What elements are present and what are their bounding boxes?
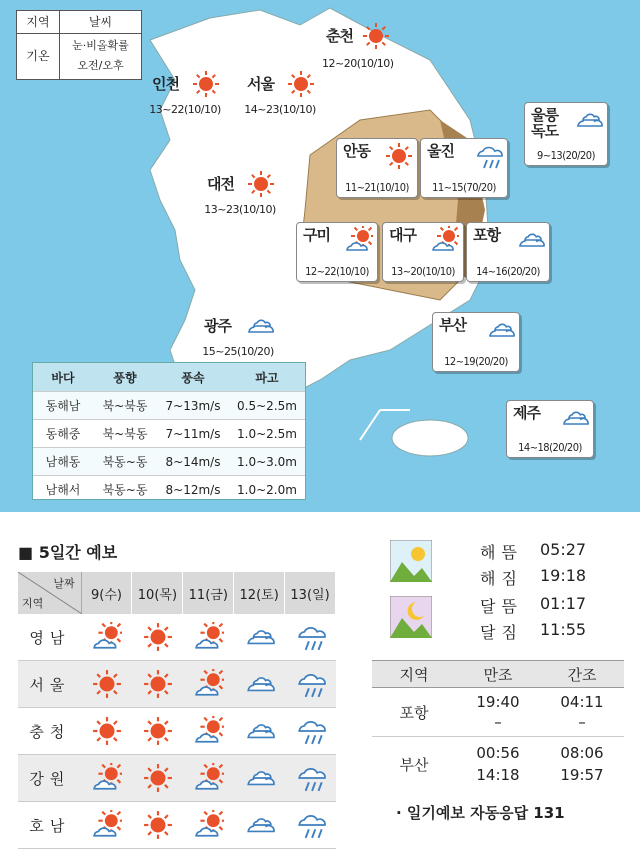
sea-row [33,419,305,447]
tide-row [372,688,624,737]
city-11 [432,312,520,372]
city-name: 울릉 독도 [531,106,558,140]
astro-label: 해뜸 [480,543,523,562]
day-header: 11(금) [183,572,234,614]
sea-cell: 북~북동 [102,427,148,441]
phone-service-note: · 일기예보 자동응답 131 [396,804,565,822]
sun-icon [192,70,220,102]
sea-cell: 북동~동 [102,455,148,469]
city-4 [336,138,418,198]
city-name: 인천 [152,75,179,93]
sun-icon [287,70,315,102]
cloud-icon [487,316,515,348]
city-9 [466,222,550,282]
corner-date: 날짜 [53,577,75,590]
moon-icon [390,596,432,638]
forecast-row [18,708,336,755]
city-8 [382,222,464,282]
city-6 [203,170,277,218]
sea-cell: 8~14m/s [165,454,221,469]
rain-prob: (10/10) [422,265,455,278]
sunrise-icon [390,540,432,582]
tide-col-low: 간조 [567,665,597,684]
city-name: 대전 [207,175,234,193]
sea-cell: 0.5~2.5m [237,398,297,413]
sea-cell: 남해동 [45,455,81,469]
sun-cloud-icon [183,810,234,840]
sun-cloud-icon [431,226,459,258]
tide-table [372,660,624,791]
temp-range: 14~16 [476,265,508,278]
sea-cell: 동해중 [45,427,81,441]
square-bullet-icon: ■ [18,543,39,562]
forecast-region: 영남 [29,628,71,647]
forecast-region: 호남 [29,816,71,835]
rain-prob: (20/20) [562,149,595,162]
temp-range: 9~13 [537,149,563,162]
city-name: 춘천 [326,27,353,45]
astro-label: 달뜸 [480,597,523,616]
sea-row [33,475,305,503]
rain-cloud-icon [285,622,336,652]
sea-cell: 북동~동 [102,483,148,497]
rain-prob: (20/20) [507,265,540,278]
tide-low: 19:57 [560,766,604,784]
tide-place: 부산 [399,755,429,774]
cloud-icon [234,810,285,840]
city-name: 안동 [343,142,370,160]
temp-range: 12~20 [322,57,357,70]
tide-col-high: 만조 [483,665,513,684]
forecast-header [18,572,336,614]
day-header: 13(일) [285,572,336,614]
city-temp [421,181,507,194]
sun-icon [133,763,184,793]
astro-time: 01:17 [540,594,587,613]
sea-cell: 7~13m/s [165,398,221,413]
city-temp [337,181,417,194]
city-name: 부산 [439,316,466,334]
sun-icon [133,669,184,699]
tide-high: 00:56 [476,744,520,762]
rain-prob: (10/10) [238,203,276,216]
temp-range: 11~15 [432,181,464,194]
temp-range: 14~23 [244,103,279,116]
sea-cell: 북~북동 [102,399,148,413]
tide-high: – [494,713,502,731]
cloud-icon [517,226,545,258]
day-header: 12(토) [234,572,285,614]
city-temp [467,265,549,278]
sea-cell: 1.0~2.5m [237,426,297,441]
city-2 [243,70,317,118]
sea-cell: 8~12m/s [165,482,221,497]
city-temp [297,265,377,278]
astro-time: 19:18 [540,566,587,585]
sun-icon [385,142,413,174]
forecast-row [18,661,336,708]
city-name: 포항 [473,226,500,244]
city-temp [525,149,607,162]
sea-row [33,391,305,419]
sun-icon [133,622,184,652]
sun-cloud-icon [82,622,133,652]
forecast-region: 충청 [29,722,71,741]
sea-col-wave: 파고 [255,370,279,385]
city-temp [322,57,392,70]
legend-region: 지역 [17,11,60,33]
sea-row [33,447,305,475]
sea-cell: 7~11m/s [165,426,221,441]
temp-range: 14~18 [518,441,550,454]
map-legend [16,10,142,80]
city-12 [506,400,594,458]
corner-region: 지역 [22,597,44,610]
rain-prob: (10/10) [336,265,369,278]
forecast-title [18,540,117,563]
city-name: 광주 [204,317,231,335]
sun-cloud-icon [82,810,133,840]
cloud-icon [575,106,603,138]
sunset-row [480,566,630,589]
city-0 [322,22,392,72]
rain-prob: (20/20) [475,355,508,368]
city-temp [243,103,317,116]
city-name: 구미 [303,226,330,244]
sun-icon [133,810,184,840]
sun-cloud-icon [183,669,234,699]
rain-cloud-icon [475,142,503,174]
moonset-row [480,620,630,643]
city-name: 서울 [247,75,274,93]
forecast-region: 강원 [29,769,71,788]
forecast-row [18,755,336,802]
tide-place: 포항 [399,703,429,722]
tide-header [372,660,624,688]
city-temp [203,203,277,216]
sun-icon [82,669,133,699]
rain-prob: (10/10) [356,57,394,70]
cloud-icon [234,622,285,652]
astro-label: 달짐 [480,623,523,642]
city-temp [148,103,222,116]
temp-range: 13~23 [204,203,239,216]
rain-prob: (10/20) [236,345,274,358]
temp-range: 11~21 [345,181,377,194]
tide-high: 14:18 [476,766,520,784]
sun-cloud-icon [183,622,234,652]
city-name: 대구 [389,226,416,244]
legend-weather: 날씨 [88,15,113,29]
rain-prob: (20/20) [549,441,582,454]
sun-icon [82,716,133,746]
forecast-corner [18,572,82,614]
sun-cloud-icon [345,226,373,258]
moonrise-row [480,594,630,617]
rain-prob: (10/10) [183,103,221,116]
temp-range: 13~22 [149,103,184,116]
tide-low: – [578,713,586,731]
temp-range: 12~22 [305,265,337,278]
sea-table [32,362,306,500]
legend-prob: 눈·비올확률 [72,39,129,52]
city-7 [296,222,378,282]
forecast-row [18,802,336,849]
sea-col-direction: 풍향 [113,370,137,385]
legend-temp: 기온 [17,33,60,79]
sea-cell: 남해서 [45,483,81,497]
temp-range: 13~20 [391,265,423,278]
cloud-icon [246,312,274,344]
astro-time: 05:27 [540,540,587,559]
city-temp [433,355,519,368]
sun-cloud-icon [82,763,133,793]
day-header: 10(목) [132,572,183,614]
city-3 [524,102,608,166]
sun-icon [247,170,275,202]
rain-cloud-icon [285,810,336,840]
sunrise-row [480,540,630,563]
tide-low: 08:06 [560,744,604,762]
temp-range: 15~25 [202,345,237,358]
tide-low: 04:11 [560,693,604,711]
sun-icon [133,716,184,746]
cloud-icon [561,404,589,436]
city-name: 제주 [513,404,540,422]
temp-range: 12~19 [444,355,476,368]
sea-col-speed: 풍속 [181,370,205,385]
tide-row [372,737,624,791]
sea-cell: 1.0~3.0m [237,454,297,469]
legend-ampm: 오전/오후 [77,59,124,72]
cloud-icon [234,669,285,699]
rain-prob: (10/10) [278,103,316,116]
rain-prob: (70/20) [463,181,496,194]
city-5 [420,138,508,198]
cloud-icon [234,763,285,793]
city-10 [200,312,276,360]
sun-icon [362,22,390,54]
city-1 [148,70,222,118]
forecast-region: 서울 [29,675,71,694]
city-temp [507,441,593,454]
astro-label: 해짐 [480,569,523,588]
rain-cloud-icon [285,716,336,746]
city-temp [383,265,463,278]
sun-cloud-icon [183,716,234,746]
sea-cell: 동해남 [45,399,81,413]
forecast-row [18,614,336,661]
sun-cloud-icon [183,763,234,793]
city-temp [200,345,276,358]
rain-prob: (10/10) [376,181,409,194]
sea-table-header [33,363,305,391]
rain-cloud-icon [285,763,336,793]
forecast-table [18,572,336,849]
tide-col-region: 지역 [399,665,429,684]
astro-time: 11:55 [540,620,587,639]
sea-cell: 1.0~2.0m [237,482,297,497]
forecast-title-text: 5일간 예보 [38,543,118,562]
day-header: 9(수) [82,572,133,614]
tide-high: 19:40 [476,693,520,711]
cloud-icon [234,716,285,746]
sea-col-sea: 바다 [51,370,75,385]
city-name: 울진 [427,142,454,160]
rain-cloud-icon [285,669,336,699]
